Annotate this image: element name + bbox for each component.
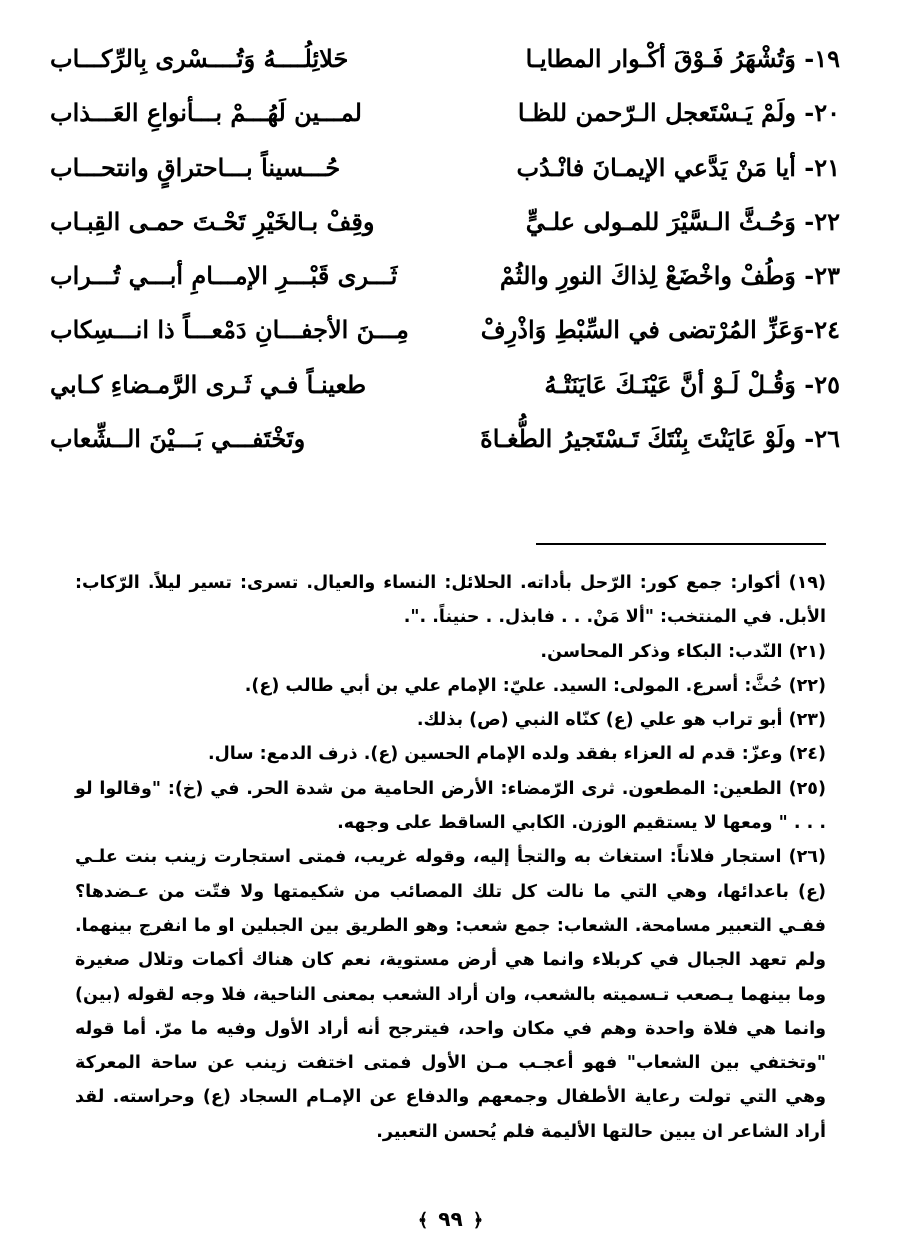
ornament-bracket-icon: ﴿ (472, 1210, 484, 1231)
verse-first-hemistich: ٢٣- وَطُفْ واخْضَعْ لِذاكَ النورِ والثُمْ (499, 261, 840, 291)
verse-second-hemistich: طعينـاً فـي ثَـرى الرَّمـضاءِ كـابي (50, 369, 367, 399)
verse-line (50, 143, 840, 197)
footnote: (٢٤) وعزّ: قدم له العزاء بفقد ولده الإمام الحسين (ع). ذرف الدمع: سال. (207, 744, 826, 765)
verse-line (50, 414, 840, 468)
verse-second-hemistich: وتَخْتَفـــي بَـــيْنَ الــشِّعاب (50, 424, 306, 454)
verse-second-hemistich: لمـــين لَهُـــمْ بـــأنواعِ العَـــذاب (50, 98, 362, 128)
ornament-bracket-icon: ﴾ (417, 1210, 429, 1231)
verse-line (50, 251, 840, 305)
footnote: (٢٥) الطعين: المطعون. ثرى الرّمضاء: الأرض الحامية من شدة الحر. في (خ): "وقالوا لو . . . " ومعها لا يستقيم الوزن. الكابي الساقط على وجهه. (75, 778, 826, 834)
verse-second-hemistich: مِـــنَ الأجفـــانِ دَمْعـــاً ذا انـــسِكاب (50, 315, 409, 345)
footnote: (٢٣) أبو تراب هو علي (ع) كنّاه النبي (ص) بذلك. (416, 710, 826, 731)
footnote: (٢١) النّدب: البكاء وذكر المحاسن. (540, 641, 826, 662)
poem-verses (50, 34, 840, 468)
verse-line (50, 34, 840, 88)
verse-first-hemistich: ٢٤-وَعَزِّ المُرْتضى في السِّبْطِ وَاذْرِفْ (480, 315, 840, 345)
verse-first-hemistich: ٢٠- ولَمْ يَـسْتَعجل الـرّحمن للظـا (517, 98, 840, 128)
footnote: (٢٢) حُثَّ: أسرع. المولى: السيد. عليّ: الإمام علي بن أبي طالب (ع). (244, 675, 826, 696)
page-number-value: ٩٩ (438, 1207, 463, 1231)
verse-first-hemistich: ٢١- أيا مَنْ يَدَّعي الإيمـانَ فانْـدُب (516, 152, 840, 182)
verse-line (50, 197, 840, 251)
verse-first-hemistich: ٢٦- ولَوْ عَايَنْتَ بِنْتَكَ تَـسْتَجيرُ الطُّغـاةَ (480, 424, 840, 454)
verse-second-hemistich: حَلائِلُــــهُ وَتُــــسْرى بِالرِّكـــاب (50, 44, 349, 73)
verse-first-hemistich: ١٩- وَتُشْهَرُ فَـوْقَ أكْـوار المطايـا (525, 44, 840, 73)
verse-second-hemistich: ثَـــرى قَبْـــرِ الإمـــامِ أبـــي تُـــراب (50, 261, 398, 291)
footnote-divider (536, 543, 826, 545)
verse-line (50, 88, 840, 142)
verse-first-hemistich: ٢٥- وَقُـلْ لَـوْ أنَّ عَيْنَـكَ عَايَنَتْـهُ (544, 369, 840, 399)
footnotes (75, 566, 826, 1149)
verse-line (50, 305, 840, 359)
footnote: (١٩) أكوار: جمع كور: الرّحل بأداته. الحلائل: النساء والعيال. تسرى: تسير ليلاً. الرّكاب: الأبل. في المنتخب: "ألا مَنْ. . . فابذل. . حنيناً. .". (75, 573, 826, 628)
footnote: (٢٦) استجار فلاناً: استغاث به والتجأ إليه، وقوله غريب، فمتى استجارت زينب بنت علـي (ع) باعدائها، وهي التي ما نالت كل تلك المصائب من شكيمتها ولا فتّت من عـضدها؟ ففـي التعبير مسامحة. الشعاب: جمع شعب: وهو الطريق بين الجبلين او ما انفرج بينهما. ولم تعهد الجبال في كربلاء وانما هي أرض مستوية، نعم كان هناك أكمات وتلال صغيرة وما بينهما يـصعب تـسميته بالشعب، وان أراد الشعب بمعنى الناحية، فلا وجه لقوله (بين) وانما هي فلاة واحدة وهم في مكان واحد، فيترجح أنه أراد الأول وفيه ما مرّ. أما قوله "وتختفي بين الشعاب" فهو أعجـب مـن الأول فمتى اختفت زينب عن ساحة المعركة وهي التي تولت رعاية الأطفال وجمعهم والدفاع عن الإمـام السجاد (ع) وحراسته. لقد أراد الشاعر ان يبين حالتها الأليمة فلم يُحسن التعبير. (75, 847, 826, 1142)
verse-first-hemistich: ٢٢- وَحُـثَّ الـسَّيْرَ للمـولى علـيٍّ (525, 206, 840, 236)
verse-line (50, 360, 840, 414)
verse-second-hemistich: حُـــسيناً بـــاحتراقٍ وانتحـــاب (50, 152, 341, 182)
page-number (0, 1207, 901, 1231)
verse-second-hemistich: وقِفْ بـالخَيْرِ تَحْـتَ حمـى القِبـاب (50, 206, 375, 236)
